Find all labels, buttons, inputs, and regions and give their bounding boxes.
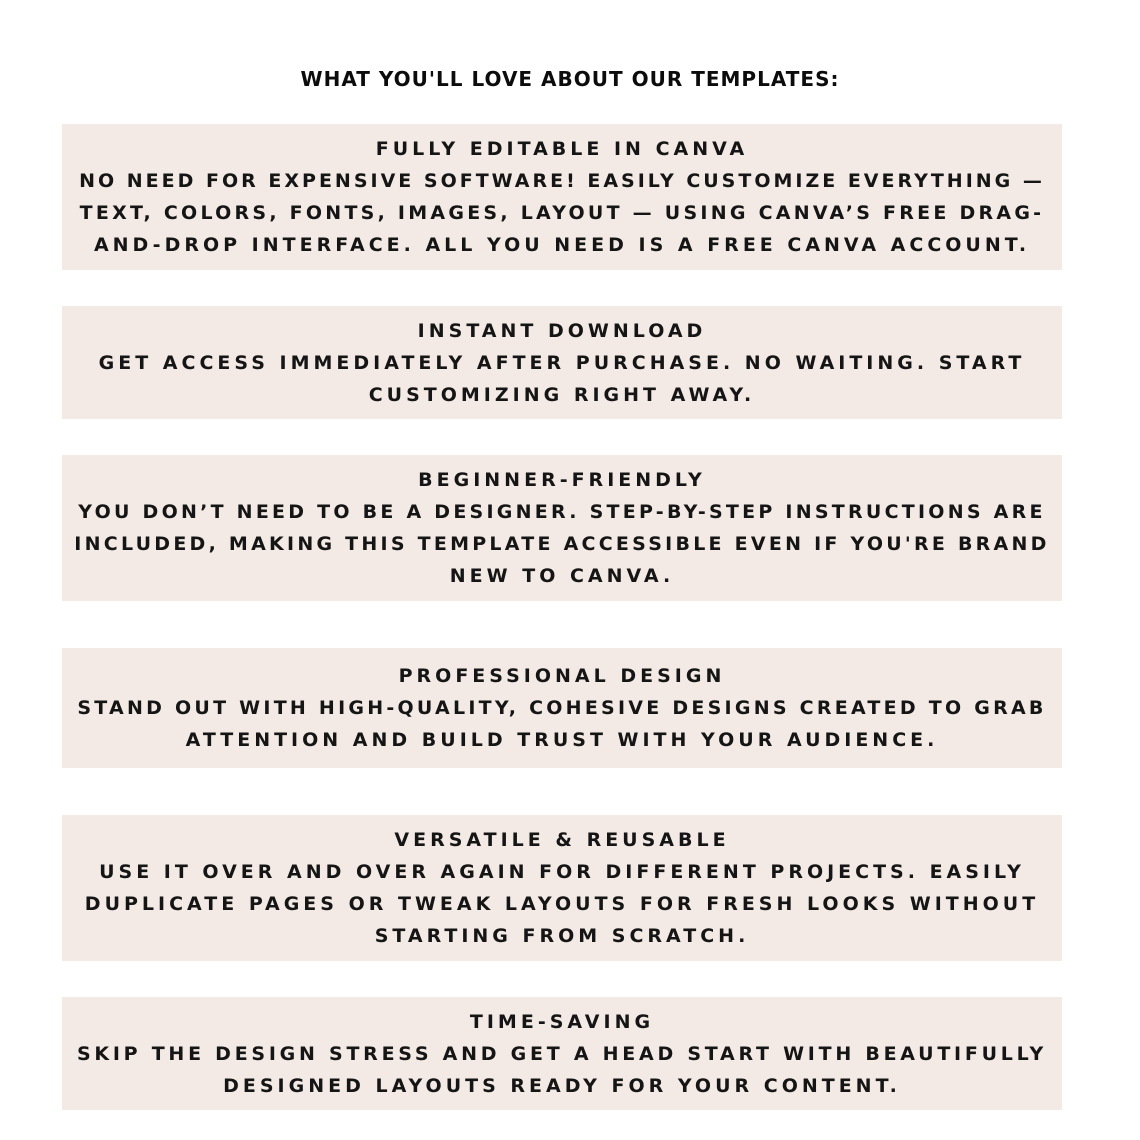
feature-card-professional-design — [62, 648, 1062, 768]
feature-description-line: STARTING FROM SCRATCH. — [374, 925, 750, 947]
feature-heading: VERSATILE & REUSABLE — [394, 829, 730, 851]
feature-card-versatile-reusable — [62, 815, 1062, 961]
feature-description-line: NO NEED FOR EXPENSIVE SOFTWARE! EASILY CUSTOMIZE EVERYTHING — — [79, 170, 1045, 192]
feature-card-time-saving — [62, 997, 1062, 1110]
page-title: WHAT YOU'LL LOVE ABOUT OUR TEMPLATES: — [300, 67, 840, 92]
feature-description-line: AND-DROP INTERFACE. ALL YOU NEED IS A FREE CANVA ACCOUNT. — [93, 234, 1031, 256]
feature-description-line: TEXT, COLORS, FONTS, IMAGES, LAYOUT — USING CANVA’S FREE DRAG- — [79, 202, 1045, 224]
feature-heading: INSTANT DOWNLOAD — [417, 319, 707, 342]
feature-heading: TIME-SAVING — [469, 1010, 655, 1033]
feature-heading: FULLY EDITABLE IN CANVA — [375, 138, 749, 160]
feature-description-line: YOU DON’T NEED TO BE A DESIGNER. STEP-BY-STEP INSTRUCTIONS ARE — [78, 501, 1046, 523]
feature-description-line: NEW TO CANVA. — [449, 565, 675, 587]
feature-description-line: USE IT OVER AND OVER AGAIN FOR DIFFERENT PROJECTS. EASILY — [99, 861, 1025, 883]
feature-description-line: DESIGNED LAYOUTS READY FOR YOUR CONTENT. — [223, 1074, 901, 1097]
feature-description-line: STAND OUT WITH HIGH-QUALITY, COHESIVE DESIGNS CREATED TO GRAB — [77, 697, 1047, 719]
feature-description-line: ATTENTION AND BUILD TRUST WITH YOUR AUDIENCE. — [185, 729, 939, 751]
feature-description-line: INCLUDED, MAKING THIS TEMPLATE ACCESSIBLE EVEN IF YOU'RE BRAND — [74, 533, 1050, 555]
feature-description-line: SKIP THE DESIGN STRESS AND GET A HEAD START WITH BEAUTIFULLY — [76, 1042, 1048, 1065]
feature-heading: BEGINNER-FRIENDLY — [418, 469, 706, 491]
feature-description-line: GET ACCESS IMMEDIATELY AFTER PURCHASE. NO WAITING. START — [98, 351, 1026, 374]
feature-description-line: DUPLICATE PAGES OR TWEAK LAYOUTS FOR FRESH LOOKS WITHOUT — [84, 893, 1040, 915]
feature-card-fully-editable — [62, 124, 1062, 270]
feature-card-instant-download — [62, 306, 1062, 419]
feature-heading: PROFESSIONAL DESIGN — [398, 665, 726, 687]
feature-card-beginner-friendly — [62, 455, 1062, 601]
feature-description-line: CUSTOMIZING RIGHT AWAY. — [368, 383, 756, 406]
